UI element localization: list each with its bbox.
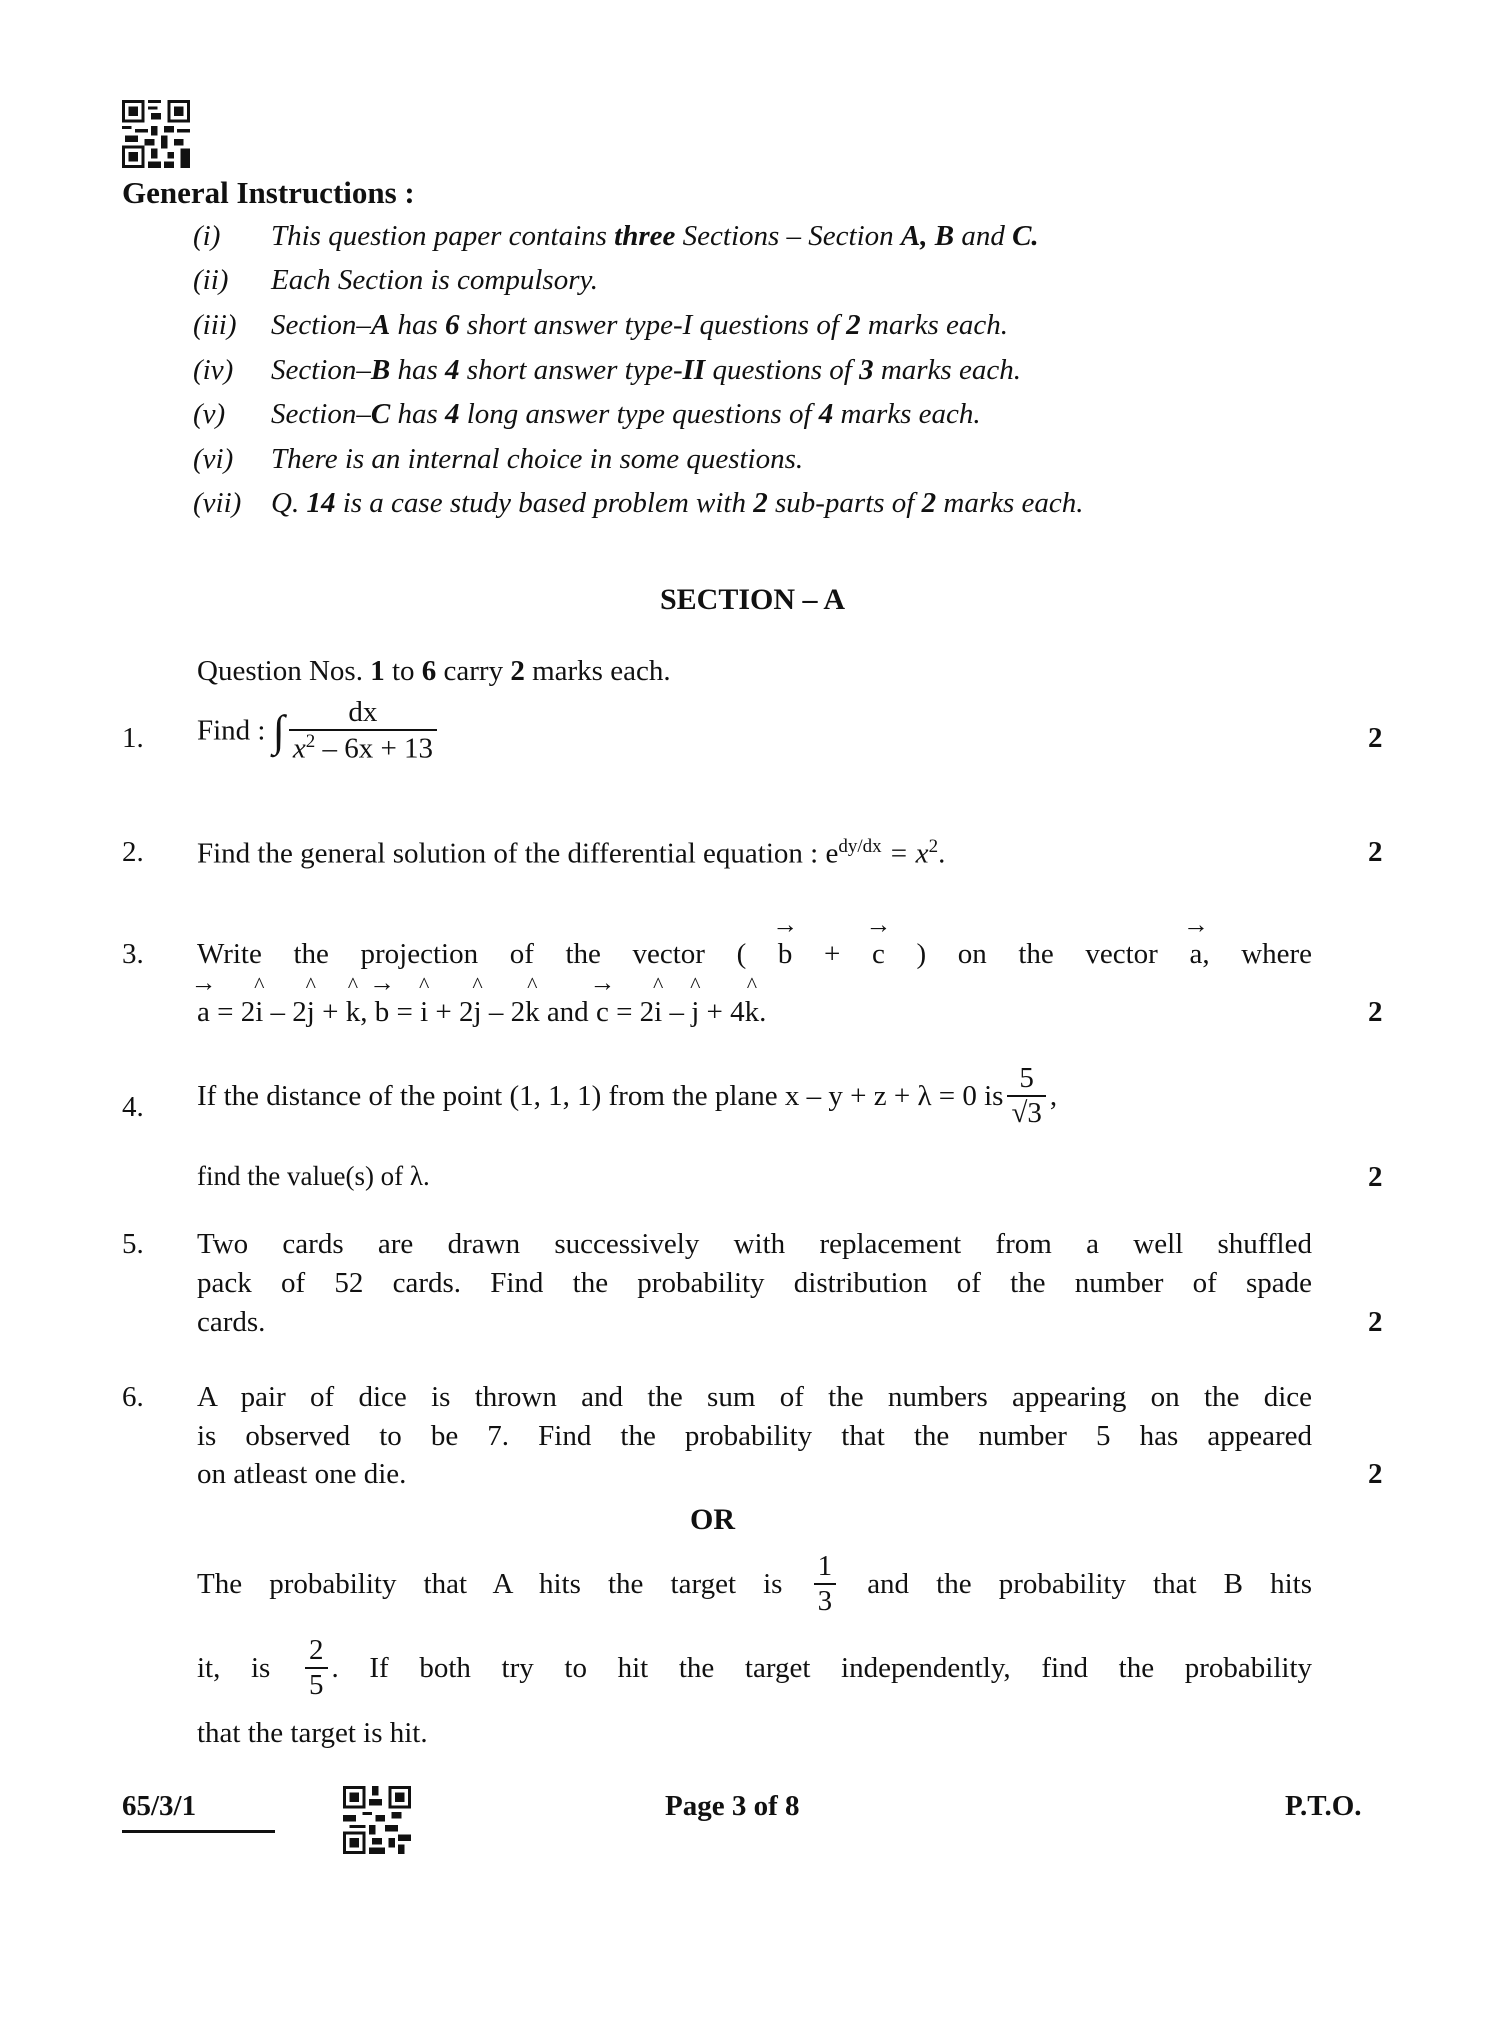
- question-text: Find : ∫ $\frac{dx}{x^2 - 6x + 13}$: [197, 696, 441, 766]
- instruction-text: Q. 14 is a case study based problem with 2 sub-parts of 2 marks each.: [271, 487, 1084, 519]
- instruction-item: [193, 220, 1039, 253]
- instruction-number: (v): [193, 398, 226, 430]
- question-number: 6.: [122, 1381, 144, 1413]
- marks: 2: [1368, 1161, 1383, 1193]
- question-text-line-2: is observed to be 7. Find the probability that the number 5 has appeared: [197, 1420, 1312, 1452]
- instruction-number: (vi): [193, 443, 234, 475]
- instruction-number: (i): [193, 220, 221, 252]
- question-text-line-2: find the value(s) of λ.: [197, 1161, 430, 1191]
- question-number: 1.: [122, 722, 144, 754]
- question-text-line-2: pack of 52 cards. Find the probability distribution of the number of spade: [197, 1267, 1312, 1299]
- question-number: 5.: [122, 1228, 144, 1260]
- question-text-line-1: A pair of dice is thrown and the sum of the numbers appearing on the dice: [197, 1381, 1312, 1413]
- question-number: 4.: [122, 1091, 144, 1123]
- vector-c: → c: [872, 938, 885, 971]
- instruction-item: [193, 309, 1008, 342]
- marks: 2: [1368, 1458, 1383, 1490]
- instruction-text: There is an internal choice in some questions.: [271, 443, 804, 475]
- integral-sign: ∫: [272, 706, 285, 756]
- paper-code: 65/3/1: [122, 1790, 197, 1822]
- general-instructions-title: General Instructions :: [122, 175, 415, 210]
- instruction-text: Section–A has 6 short answer type-I questions of 2 marks each.: [271, 309, 1009, 341]
- question-text-line-1: Two cards are drawn successively with replacement from a well shuffled: [197, 1228, 1312, 1260]
- question-text-line-3: on atleast one die.: [197, 1458, 407, 1490]
- marks: 2: [1368, 836, 1383, 868]
- instruction-number: (iii): [193, 309, 237, 341]
- alt-question-line-2: it, is $\frac{2}{5}$ . If both try to hit the target independently, find the probability: [197, 1634, 1313, 1702]
- section-a-title: SECTION – A: [659, 583, 846, 616]
- marks: 2: [1368, 722, 1383, 754]
- instruction-item: [193, 264, 598, 297]
- instruction-item: [193, 487, 1084, 520]
- instruction-text: Section–C has 4 long answer type questions of 4 marks each.: [271, 398, 981, 430]
- vector-a: → a: [1189, 938, 1202, 971]
- instruction-text: Section–B has 4 short answer type-II questions of 3 marks each.: [271, 354, 1021, 386]
- question-text: Find the general solution of the differential equation : $e^{dy/dx} = x^2$.: [197, 836, 946, 870]
- instruction-text: This question paper contains three Sections – Section A, B and C.: [271, 220, 1039, 252]
- instruction-item: [193, 398, 981, 431]
- question-text-line-1: If the distance of the point (1, 1, 1) from the plane x – y + z + λ = 0 is $\frac{5}{√3}$ ,: [197, 1062, 1058, 1130]
- footer-qr-code-icon: [343, 1786, 411, 1854]
- question-number: 3.: [122, 938, 144, 970]
- alt-question-line-1: The probability that A hits the target is $\frac{1}{3}$ and the probability that B hits: [197, 1550, 1312, 1618]
- instruction-number: (vii): [193, 487, 242, 519]
- alt-question-line-3: that the target is hit.: [197, 1717, 428, 1749]
- fraction: $\frac{dx}{x^2 - 6x + 13}$: [289, 696, 437, 766]
- fraction: $\frac{1}{3}$: [814, 1550, 837, 1619]
- pto-label: P.T.O.: [1285, 1790, 1362, 1822]
- instruction-item: [193, 354, 1021, 387]
- instruction-number: (iv): [193, 354, 234, 386]
- instruction-text: Each Section is compulsory.: [271, 264, 599, 296]
- or-label: OR: [690, 1503, 735, 1536]
- marks: 2: [1368, 996, 1383, 1028]
- fraction: $\frac{5}{√3}$: [1007, 1062, 1045, 1131]
- question-text-line-1: Write the projection of the vector ( → b + → c ) on the vector → a, where: [197, 938, 1312, 971]
- qr-code-icon: [122, 100, 190, 168]
- question-text-line-3: cards.: [197, 1306, 266, 1338]
- page-number: Page 3 of 8: [665, 1790, 800, 1822]
- fraction: $\frac{2}{5}$: [305, 1634, 328, 1703]
- marks: 2: [1368, 1306, 1383, 1338]
- paper-code-underline: [122, 1830, 275, 1833]
- vector-b: → b: [778, 938, 793, 971]
- section-a-intro: Question Nos. 1 to 6 carry 2 marks each.: [197, 655, 671, 687]
- instruction-item: [193, 443, 803, 476]
- instruction-number: (ii): [193, 264, 229, 296]
- question-number: 2.: [122, 836, 144, 868]
- question-text-line-2: → a = 2^ i – 2^ j + ^ k, → b = ^ i + 2^ j – 2^ k and → c = 2^ i – ^ j + 4^ k.: [197, 996, 766, 1029]
